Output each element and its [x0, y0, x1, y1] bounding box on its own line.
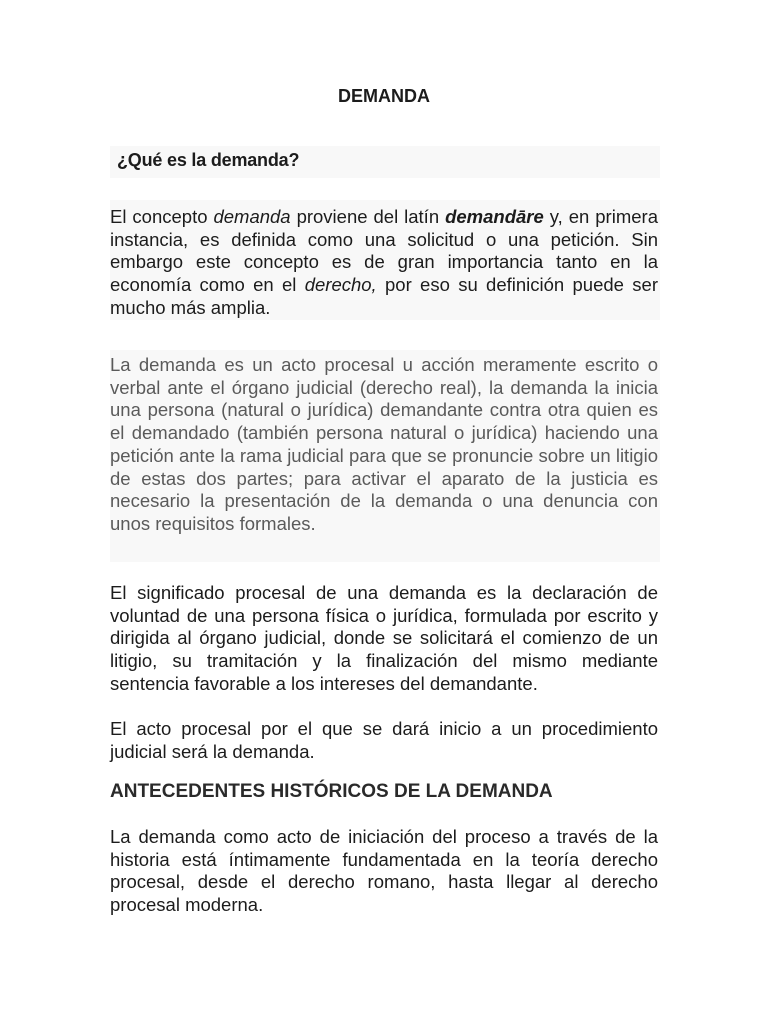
section-heading-antecedentes: ANTECEDENTES HISTÓRICOS DE LA DEMANDA [110, 781, 553, 802]
document-title: DEMANDA [338, 86, 430, 106]
question-heading: ¿Qué es la demanda? [117, 150, 300, 170]
p1-italic-demandare: demandāre [445, 206, 544, 227]
p1-text-1: El concepto [110, 206, 214, 227]
paragraph-4: El acto procesal por el que se dará inicio a un procedimiento judicial será la demanda. [110, 718, 658, 762]
p1-italic-demanda: demanda [213, 206, 291, 227]
paragraph-3: El significado procesal de una demanda es la declaración de voluntad de una persona física o jurídica, formulada por escrito y dirigida al órgano judicial, donde se solicitará el comienzo de un litigio, su tramitación y la finalización del mismo mediante sentencia favorable a los intereses del demandante. [110, 582, 658, 694]
paragraph-5: La demanda como acto de iniciación del proceso a través de la historia está íntimamente fundamentada en la teoría derecho procesal, desde el derecho romano, hasta llegar al derecho procesal moderna. [110, 826, 658, 916]
p1-text-3: y, en primera instancia, es definida como una solicitud o una petición. Sin embargo este concepto es de gran importancia tanto en la economía como en el [110, 206, 658, 296]
p1-italic-derecho: derecho, [304, 274, 377, 296]
paragraph-1 [110, 206, 658, 320]
paragraph-2: La demanda es un acto procesal u acción meramente escrito o verbal ante el órgano judicial (derecho real), la demanda la inicia una persona (natural o jurídica) demandante contra otra quien es el demandado (también persona natural o jurídica) haciendo una petición ante la rama judicial para que se pronuncie sobre un litigio de estas dos partes; para activar el aparato de la justicia es necesario la presentación de la demanda o una denuncia con unos requisitos formales. [110, 354, 658, 534]
p1-text-4: por eso su definición puede ser mucho más amplia. [110, 274, 658, 318]
p1-text-2: proviene del latín [290, 206, 446, 227]
